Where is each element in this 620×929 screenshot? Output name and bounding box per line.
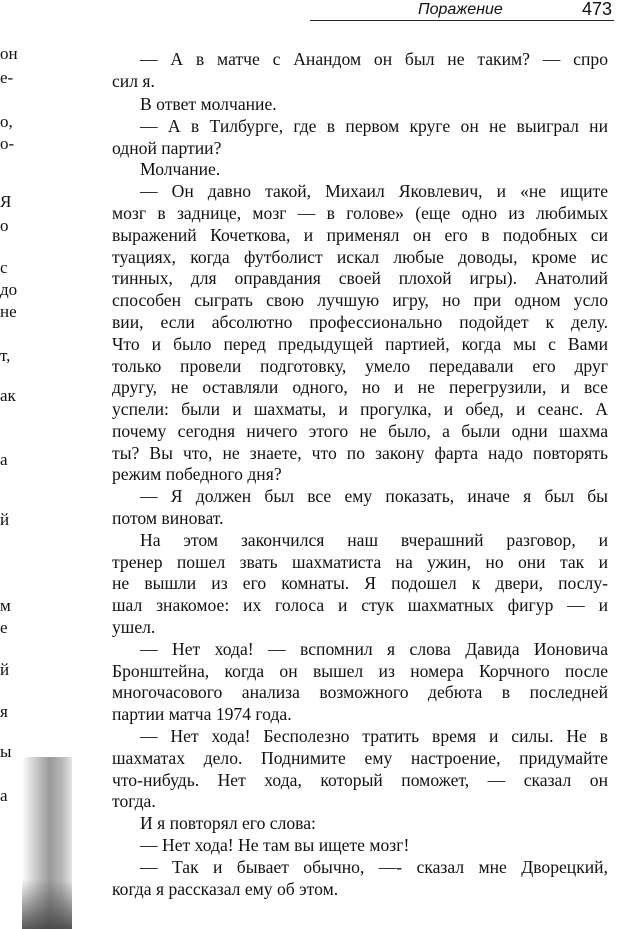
text-line: туациях, когда футболист искал любые доводы, кроме ис xyxy=(112,247,608,267)
gutter-fragment: м xyxy=(0,596,11,615)
text-line: только провели подготовку, умело передавали его друг xyxy=(112,356,608,376)
gutter-fragment: я xyxy=(0,702,8,721)
gutter-fragment: о- xyxy=(0,134,15,153)
gutter-fragment: ак xyxy=(0,386,16,405)
text-line: вии, если абсолютно профессионально подойдет к делу. xyxy=(112,312,608,332)
text-line: тинных, для оправдания своей плохой игры). Анатолий xyxy=(112,268,608,288)
text-line: другу, не оставляли одного, но и не перегрузили, и все xyxy=(112,377,608,397)
text-line: тогда. xyxy=(112,791,156,811)
text-line: не вышли из его комнаты. Я подошел к двери, послу- xyxy=(112,573,608,593)
gutter-fragment: о, xyxy=(0,112,13,131)
text-line: — Нет хода! Бесполезно тратить время и силы. Не в xyxy=(140,726,608,746)
gutter-fragment: й xyxy=(0,510,10,529)
text-line: одной партии? xyxy=(112,138,222,158)
gutter-fragment: до xyxy=(0,280,18,299)
text-line: мозг в заднице, мозг — в голове» (еще одно из любимых xyxy=(112,203,608,223)
text-line: многочасового анализа возможного дебюта в последней xyxy=(112,682,608,702)
text-line: — А в Тилбурге, где в первом круге он не выиграл ни xyxy=(140,116,608,136)
header-rule xyxy=(310,20,614,21)
text-line: почему сегодня ничего этого не было, а были одни шахма xyxy=(112,421,608,441)
gutter-fragment: т, xyxy=(0,346,11,365)
text-line: когда я рассказал ему об этом. xyxy=(112,879,339,899)
gutter-fragment: не xyxy=(0,302,17,321)
text-line: — А в матче с Анандом он был не таким? — спро xyxy=(140,49,608,69)
page-number: 473 xyxy=(581,0,612,19)
text-line: режим победного дня? xyxy=(112,464,282,484)
text-line: потом виноват. xyxy=(112,508,224,528)
text-line: ты? Вы что, не знаете, что по закону фарта надо повторять xyxy=(112,443,608,463)
text-line: тренер пошел звать шахматиста на ужин, но они так и xyxy=(112,552,608,572)
text-line: партии матча 1974 года. xyxy=(112,704,292,724)
text-line: что-нибудь. Нет хода, который поможет, — сказал он xyxy=(112,770,608,790)
page-edge-shadow xyxy=(22,757,72,929)
text-line: В ответ молчание. xyxy=(140,94,277,114)
text-line: сил я. xyxy=(112,71,155,91)
text-line: Что и было перед предыдущей партией, когда мы с Вами xyxy=(112,334,608,354)
gutter-fragment: е- xyxy=(0,68,14,87)
gutter-fragment: а xyxy=(0,450,8,469)
text-line: Молчание. xyxy=(140,159,221,179)
gutter-fragment: ы xyxy=(0,742,12,761)
text-line: На этом закончился наш вчерашний разговор, и xyxy=(140,530,608,550)
text-line: — Так и бывает обычно, —- сказал мне Дворецкий, xyxy=(140,857,608,877)
text-line: успели: были и шахматы, и прогулка, и обед, и сеанс. А xyxy=(112,399,608,419)
text-line: способен сыграть свою лучшую игру, но при одном усло xyxy=(112,290,608,310)
text-line: — Он давно такой, Михаил Яковлевич, и «не ищите xyxy=(140,181,608,201)
gutter-fragment: о xyxy=(0,216,9,235)
text-line: — Нет хода! — вспомнил я слова Давида Ионовича xyxy=(140,639,608,659)
gutter-fragment: е xyxy=(0,618,8,637)
gutter-fragment: й xyxy=(0,660,10,679)
text-line: — Я должен был все ему показать, иначе я был бы xyxy=(140,486,608,506)
text-line: ушел. xyxy=(112,617,156,637)
text-line: шал знакомое: их голоса и стук шахматных фигур — и xyxy=(112,595,608,615)
gutter-fragment: Я xyxy=(0,192,12,211)
gutter-fragment: а xyxy=(0,786,8,805)
text-line: Бронштейна, когда он вышел из номера Корчного после xyxy=(112,661,608,681)
text-line: выражений Кочеткова, и применял он его в подобных си xyxy=(112,225,608,245)
running-title: Поражение xyxy=(418,1,503,18)
gutter-fragment: он xyxy=(0,44,18,63)
gutter-fragment: с xyxy=(0,258,8,277)
text-line: И я повторял его слова: xyxy=(140,813,316,833)
text-line: шахматах дело. Поднимите ему настроение, придумайте xyxy=(112,748,608,768)
text-line: — Нет хода! Не там вы ищете мозг! xyxy=(140,835,410,855)
